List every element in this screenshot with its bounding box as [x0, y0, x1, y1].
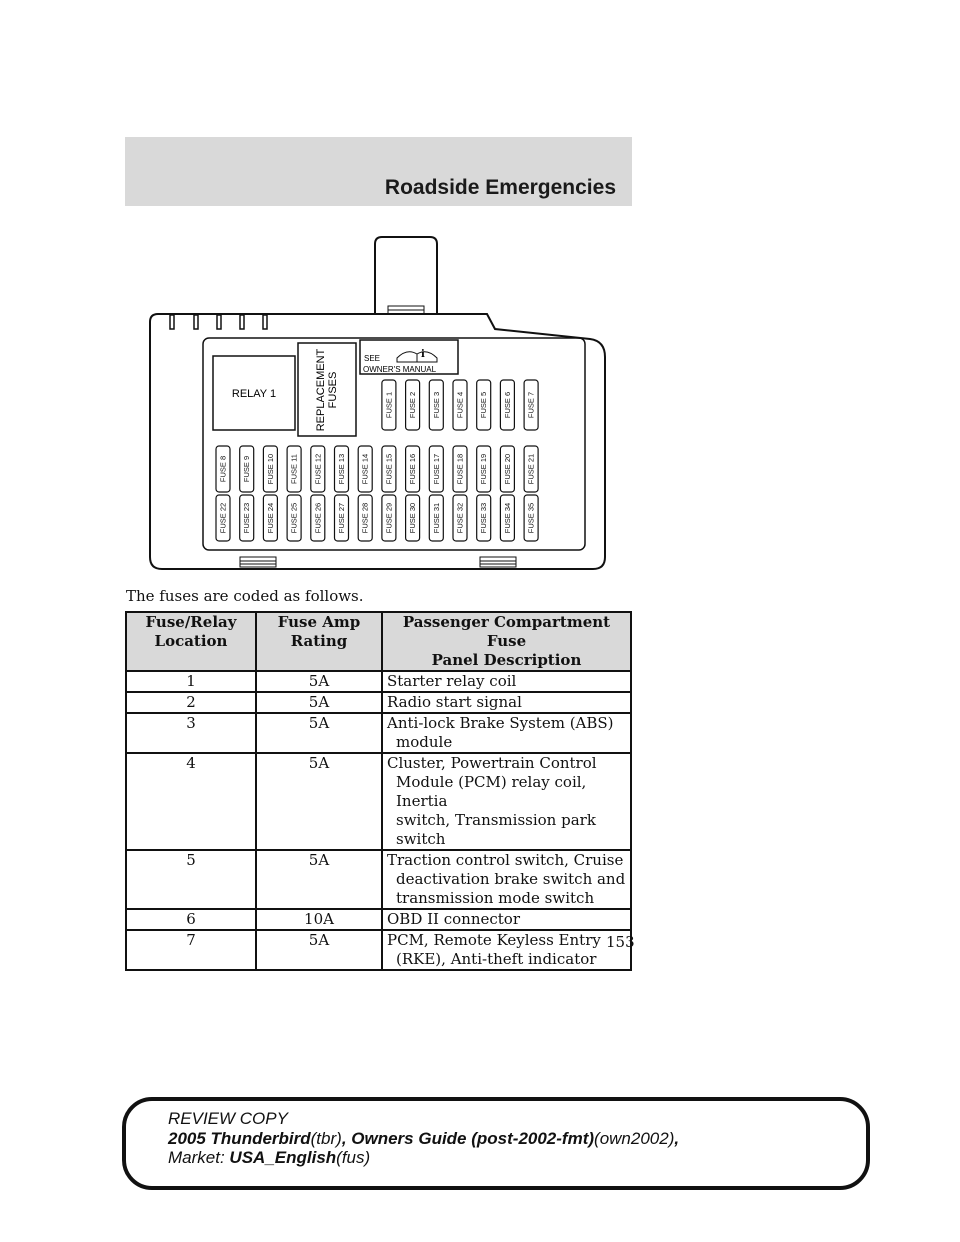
- footer-vehicle-line: 2005 Thunderbird(tbr), Owners Guide (post-2002-fmt)(own2002),: [168, 1129, 680, 1148]
- cell-location: 3: [126, 713, 256, 753]
- fuse-bottom-35-label: FUSE 35: [526, 502, 536, 534]
- cell-description: Starter relay coil: [382, 671, 631, 692]
- fuse-bottom-22-label: FUSE 22: [218, 502, 228, 534]
- fuse-bottom-24-label: FUSE 24: [265, 502, 275, 534]
- cell-description: Anti-lock Brake System (ABS) module: [382, 713, 631, 753]
- table-row: [126, 753, 631, 850]
- fuse-middle-8-label: FUSE 8: [218, 455, 228, 483]
- cell-location: 1: [126, 671, 256, 692]
- fuse-table: [125, 611, 632, 971]
- table-row: [126, 713, 631, 753]
- header-description: Passenger Compartment Fuse Panel Description: [382, 612, 631, 671]
- cell-location: 2: [126, 692, 256, 713]
- cell-description: Traction control switch, Cruise deactivation brake switch and transmission mode switch: [382, 850, 631, 909]
- fuse-middle-15-label: FUSE 15: [384, 453, 394, 485]
- info-icon: i: [421, 349, 425, 360]
- fuse-middle-12-label: FUSE 12: [313, 453, 323, 485]
- cell-location: 4: [126, 753, 256, 850]
- fuse-top-7-label: FUSE 7: [526, 391, 536, 419]
- fuse-bottom-23-label: FUSE 23: [242, 502, 252, 534]
- fuse-bottom-28-label: FUSE 28: [360, 502, 370, 534]
- fuse-bottom-26-label: FUSE 26: [313, 502, 323, 534]
- cell-location: 6: [126, 909, 256, 930]
- table-row: [126, 692, 631, 713]
- fuse-bottom-31-label: FUSE 31: [431, 502, 441, 534]
- fuse-bottom-29-label: FUSE 29: [384, 502, 394, 534]
- fuse-bottom-25-label: FUSE 25: [289, 502, 299, 534]
- table-row: [126, 909, 631, 930]
- fuse-panel-diagram: [145, 232, 615, 577]
- cell-description: Radio start signal: [382, 692, 631, 713]
- header-amp: Fuse Amp Rating: [256, 612, 382, 671]
- fuse-middle-16-label: FUSE 16: [408, 453, 418, 485]
- relay-1-label: RELAY 1: [231, 388, 277, 400]
- replacement-fuses-label-2: FUSES: [327, 371, 339, 409]
- footer-review: REVIEW COPY: [168, 1109, 288, 1128]
- see-label: SEE: [364, 354, 381, 363]
- fuse-middle-20-label: FUSE 20: [502, 453, 512, 485]
- fuse-bottom-27-label: FUSE 27: [337, 502, 346, 534]
- section-title: Roadside Emergencies: [384, 176, 616, 199]
- fuse-middle-13-label: FUSE 13: [337, 453, 346, 485]
- cell-description: Cluster, Powertrain Control Module (PCM) relay coil, Inertia switch, Transmission park switch: [382, 753, 631, 850]
- fuse-middle-18-label: FUSE 18: [455, 453, 465, 485]
- fuse-middle-9-label: FUSE 9: [242, 455, 252, 483]
- fuse-middle-11-label: FUSE 11: [289, 454, 299, 484]
- cell-amp: 5A: [256, 671, 382, 692]
- fuse-top-6-label: FUSE 6: [502, 391, 512, 419]
- cell-amp: 10A: [256, 909, 382, 930]
- cell-location: 5: [126, 850, 256, 909]
- cell-location: 7: [126, 930, 256, 970]
- fuse-top-1-label: FUSE 1: [384, 391, 394, 419]
- panel-tab: [375, 237, 437, 322]
- fuse-top-5-label: FUSE 5: [479, 391, 489, 419]
- fuse-middle-10-label: FUSE 10: [265, 453, 275, 485]
- owners-manual-label: OWNER'S MANUAL: [363, 365, 437, 374]
- header-location: Fuse/Relay Location: [126, 612, 256, 671]
- fuse-bottom-34-label: FUSE 34: [502, 502, 512, 534]
- cell-amp: 5A: [256, 753, 382, 850]
- page-number: 153: [606, 933, 635, 951]
- fuse-bottom-32-label: FUSE 32: [455, 502, 465, 534]
- cell-description: PCM, Remote Keyless Entry (RKE), Anti-theft indicator: [382, 930, 631, 970]
- fuse-middle-17-label: FUSE 17: [431, 453, 441, 485]
- fuse-top-2-label: FUSE 2: [408, 391, 418, 419]
- cell-amp: 5A: [256, 850, 382, 909]
- cell-amp: 5A: [256, 692, 382, 713]
- fuse-middle-21-label: FUSE 21: [526, 453, 536, 485]
- fuse-middle-14-label: FUSE 14: [360, 453, 370, 485]
- table-header-row: [126, 612, 631, 671]
- fuse-bottom-30-label: FUSE 30: [408, 502, 418, 534]
- fuse-middle-19-label: FUSE 19: [479, 453, 489, 485]
- intro-text: The fuses are coded as follows.: [126, 587, 364, 605]
- cell-amp: 5A: [256, 930, 382, 970]
- footer-box: [122, 1097, 870, 1190]
- table-row: [126, 671, 631, 692]
- cell-amp: 5A: [256, 713, 382, 753]
- table-row: [126, 850, 631, 909]
- fuse-top-4-label: FUSE 4: [455, 391, 465, 419]
- cell-description: OBD II connector: [382, 909, 631, 930]
- section-header-band: [125, 137, 632, 206]
- fuse-top-3-label: FUSE 3: [431, 391, 441, 419]
- table-row: [126, 930, 631, 970]
- fuse-bottom-33-label: FUSE 33: [479, 502, 489, 534]
- footer-market-line: Market: USA_English(fus): [168, 1148, 371, 1167]
- replacement-fuses-label-1: REPLACEMENT: [315, 348, 327, 432]
